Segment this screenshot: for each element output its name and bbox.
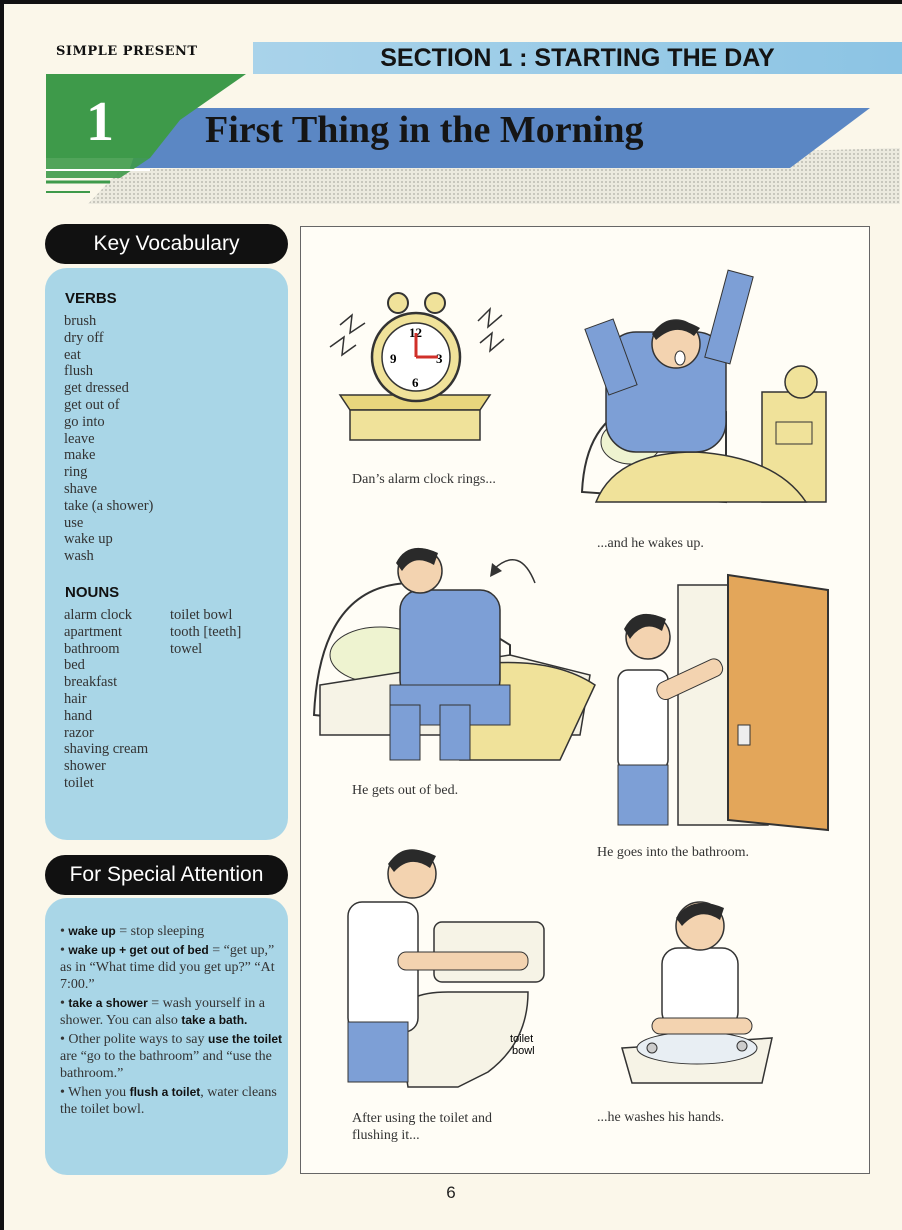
attention-note: • Other polite ways to say use the toilet are “go to the bathroom” and “use the bathroom.” <box>60 1032 283 1081</box>
verb-item: take (a shower) <box>64 497 154 514</box>
verb-item: use <box>64 514 84 531</box>
nouns-heading: NOUNS <box>65 584 120 601</box>
verb-item: brush <box>64 313 97 329</box>
verbs-list <box>64 313 153 565</box>
caption-after-toilet-line1: After using the toilet and <box>352 1111 492 1126</box>
alarm-clock-illustration <box>330 285 500 450</box>
toilet-label-line1: toilet <box>510 1033 534 1045</box>
verbs-heading: VERBS <box>65 290 117 307</box>
waking-up-illustration <box>576 262 831 532</box>
special-attention-heading: For Special Attention <box>45 855 288 895</box>
section-title: SECTION 1 : STARTING THE DAY <box>380 44 775 72</box>
caption-gets-out-of-bed: He gets out of bed. <box>352 783 459 798</box>
verb-item: go into <box>64 413 105 430</box>
lesson-number: 1 <box>86 91 114 153</box>
verb-item: wake up <box>64 531 113 548</box>
verb-item: leave <box>64 430 95 447</box>
verb-item: get dressed <box>64 380 129 397</box>
key-vocabulary-heading: Key Vocabulary <box>45 224 288 264</box>
noun-item: bed <box>64 657 85 674</box>
verb-item: eat <box>64 346 81 363</box>
lesson-title: First Thing in the Morning <box>205 109 644 151</box>
verb-item: wash <box>64 548 94 565</box>
toilet-label-line2: bowl <box>512 1045 535 1057</box>
verb-item: shave <box>64 480 98 497</box>
clock-numeral-12: 12 <box>409 325 422 340</box>
nouns-list-col2 <box>170 607 241 657</box>
verb-item: make <box>64 447 96 464</box>
going-into-bathroom-illustration <box>608 575 833 835</box>
noun-item: tooth [teeth] <box>170 623 242 640</box>
clock-numeral-6: 6 <box>412 375 419 390</box>
noun-item: hair <box>64 690 87 707</box>
noun-item: toilet bowl <box>170 607 233 623</box>
getting-out-of-bed-illustration <box>310 535 600 765</box>
noun-item: shaving cream <box>64 741 149 758</box>
flushing-toilet-illustration <box>338 842 558 1092</box>
attention-note: • wake up + get out of bed = “get up,” as in “What time did you get up?” “At 7:00.” <box>60 943 275 992</box>
noun-item: apartment <box>64 623 122 640</box>
verb-item: get out of <box>64 396 120 413</box>
caption-goes-into-bathroom: He goes into the bathroom. <box>597 845 750 860</box>
noun-item: breakfast <box>64 674 118 691</box>
clock-numeral-3: 3 <box>436 351 443 366</box>
attention-note: • take a shower = wash yourself in a shower. You can also take a bath. <box>60 996 265 1028</box>
clock-numeral-9: 9 <box>390 351 397 366</box>
noun-item: shower <box>64 758 106 775</box>
grammar-label: SIMPLE PRESENT <box>56 44 198 59</box>
title-banner-graphic <box>0 0 902 210</box>
attention-note: • wake up = stop sleeping <box>60 924 205 939</box>
special-attention-notes <box>60 923 282 1120</box>
verb-item: dry off <box>64 329 104 346</box>
noun-item: razor <box>64 724 94 741</box>
caption-after-toilet-line2: flushing it... <box>352 1128 420 1143</box>
caption-wakes-up: ...and he wakes up. <box>597 536 704 551</box>
caption-washes-hands: ...he washes his hands. <box>597 1110 725 1125</box>
noun-item: towel <box>170 640 203 657</box>
page-number: 6 <box>446 1183 456 1202</box>
nouns-list-col1 <box>64 607 148 792</box>
noun-item: hand <box>64 707 93 724</box>
caption-alarm-rings: Dan’s alarm clock rings... <box>352 472 496 487</box>
caption-after-toilet <box>352 1110 492 1144</box>
verb-item: flush <box>64 363 93 380</box>
noun-item: toilet <box>64 774 94 791</box>
noun-item: alarm clock <box>64 607 133 623</box>
noun-item: bathroom <box>64 640 120 657</box>
washing-hands-illustration <box>612 888 782 1093</box>
verb-item: ring <box>64 464 88 481</box>
attention-note: • When you flush a toilet, water cleans the toilet bowl. <box>60 1085 277 1117</box>
